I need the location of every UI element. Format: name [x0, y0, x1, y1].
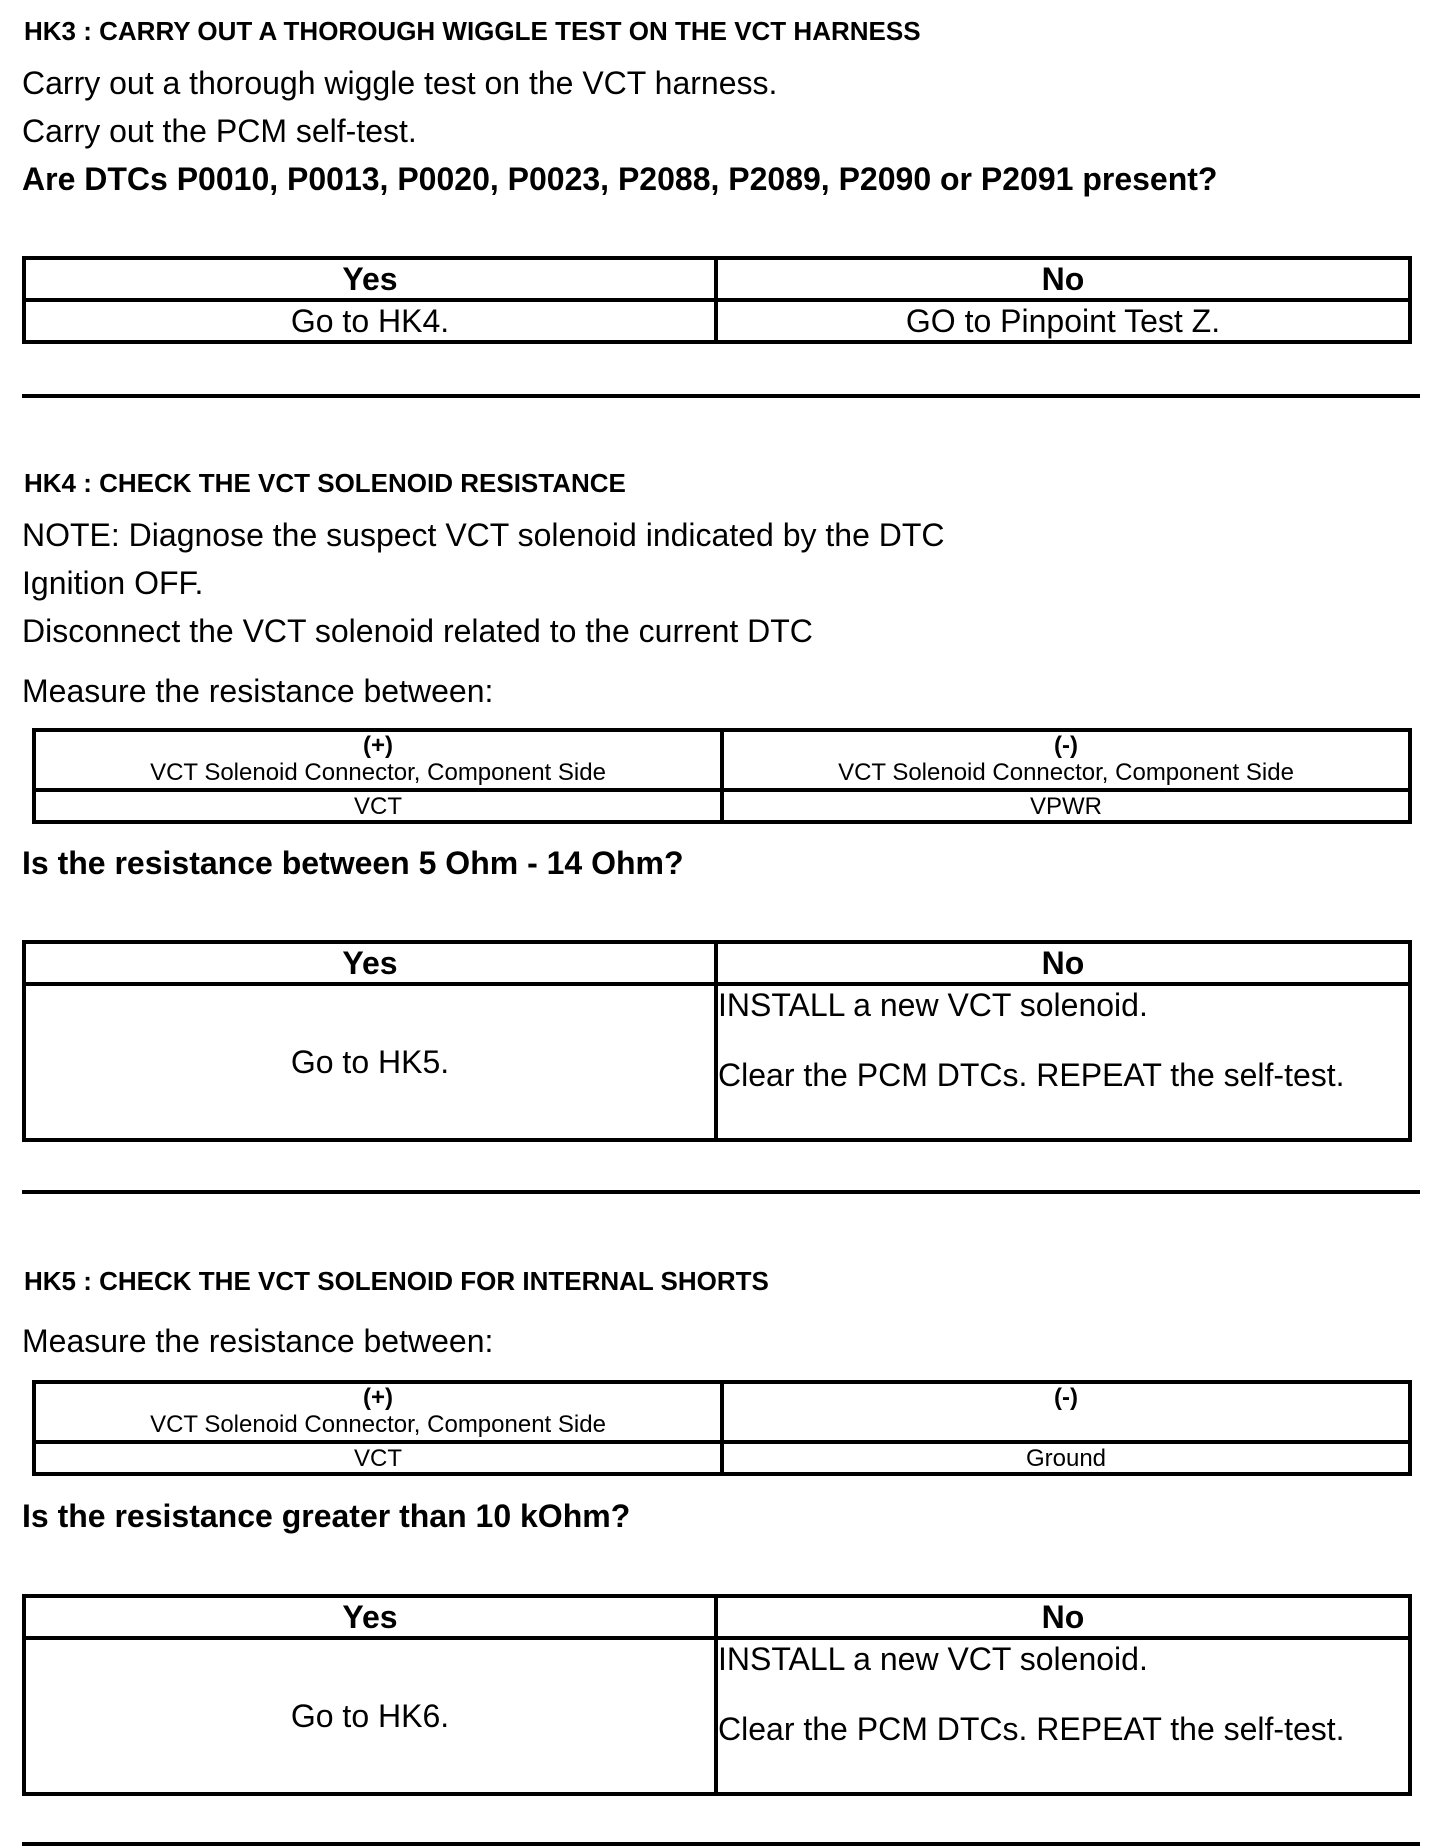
negative-pin-label: (-) — [1054, 732, 1078, 759]
hk3-step-1: Carry out a thorough wiggle test on the VCT harness. — [22, 65, 778, 101]
hk4-yes-action: Go to HK5. — [24, 984, 716, 1140]
hk5-measurement-table — [32, 1380, 1412, 1476]
hk3-decision-table — [22, 256, 1412, 344]
hk3-no-action: GO to Pinpoint Test Z. — [716, 300, 1410, 342]
hk4-note: NOTE: Diagnose the suspect VCT solenoid indicated by the DTC — [22, 517, 945, 553]
section-divider — [22, 1842, 1420, 1846]
hk4-question: Is the resistance between 5 Ohm - 14 Ohm? — [22, 845, 684, 881]
hk4-positive-probe — [34, 730, 722, 790]
hk4-step-2: Disconnect the VCT solenoid related to the current DTC — [22, 613, 813, 649]
hk3-step-2: Carry out the PCM self-test. — [22, 113, 417, 149]
positive-pin-label: (+) — [363, 1384, 393, 1411]
hk5-yes-action: Go to HK6. — [24, 1638, 716, 1794]
negative-connector-desc: VCT Solenoid Connector, Component Side — [838, 759, 1294, 786]
hk4-no-action-2: Clear the PCM DTCs. REPEAT the self-test. — [718, 1057, 1345, 1093]
hk5-negative-probe — [722, 1382, 1410, 1442]
hk3-heading: HK3 : CARRY OUT A THOROUGH WIGGLE TEST ON THE VCT HARNESS — [24, 16, 921, 46]
no-header: No — [716, 942, 1410, 984]
positive-connector-desc: VCT Solenoid Connector, Component Side — [150, 759, 606, 786]
hk5-positive-pin: VCT — [34, 1442, 722, 1474]
hk3-question: Are DTCs P0010, P0013, P0020, P0023, P2088, P2089, P2090 or P2091 present? — [22, 161, 1218, 197]
yes-header: Yes — [24, 258, 716, 300]
hk3-yes-action: Go to HK4. — [24, 300, 716, 342]
hk5-no-action-1: INSTALL a new VCT solenoid. — [718, 1641, 1148, 1677]
section-divider — [22, 394, 1420, 398]
hk5-no-actions — [716, 1638, 1410, 1794]
hk4-negative-pin: VPWR — [722, 790, 1410, 822]
hk4-no-action-1: INSTALL a new VCT solenoid. — [718, 987, 1148, 1023]
hk5-decision-table — [22, 1594, 1412, 1796]
hk5-measure-label: Measure the resistance between: — [22, 1323, 494, 1359]
hk4-measurement-table — [32, 728, 1412, 824]
negative-pin-label: (-) — [1054, 1384, 1078, 1411]
hk4-no-actions — [716, 984, 1410, 1140]
hk4-negative-probe — [722, 730, 1410, 790]
no-header: No — [716, 1596, 1410, 1638]
hk5-no-action-2: Clear the PCM DTCs. REPEAT the self-test. — [718, 1711, 1345, 1747]
hk5-question: Is the resistance greater than 10 kOhm? — [22, 1498, 631, 1534]
yes-header: Yes — [24, 1596, 716, 1638]
hk4-positive-pin: VCT — [34, 790, 722, 822]
hk4-decision-table — [22, 940, 1412, 1142]
section-divider — [22, 1190, 1420, 1194]
no-header: No — [716, 258, 1410, 300]
hk4-measure-label: Measure the resistance between: — [22, 673, 494, 709]
hk4-heading: HK4 : CHECK THE VCT SOLENOID RESISTANCE — [24, 468, 626, 498]
positive-connector-desc: VCT Solenoid Connector, Component Side — [150, 1411, 606, 1438]
hk4-step-1: Ignition OFF. — [22, 565, 204, 601]
hk5-negative-pin: Ground — [722, 1442, 1410, 1474]
hk5-positive-probe — [34, 1382, 722, 1442]
positive-pin-label: (+) — [363, 732, 393, 759]
yes-header: Yes — [24, 942, 716, 984]
hk5-heading: HK5 : CHECK THE VCT SOLENOID FOR INTERNAL SHORTS — [24, 1266, 769, 1296]
